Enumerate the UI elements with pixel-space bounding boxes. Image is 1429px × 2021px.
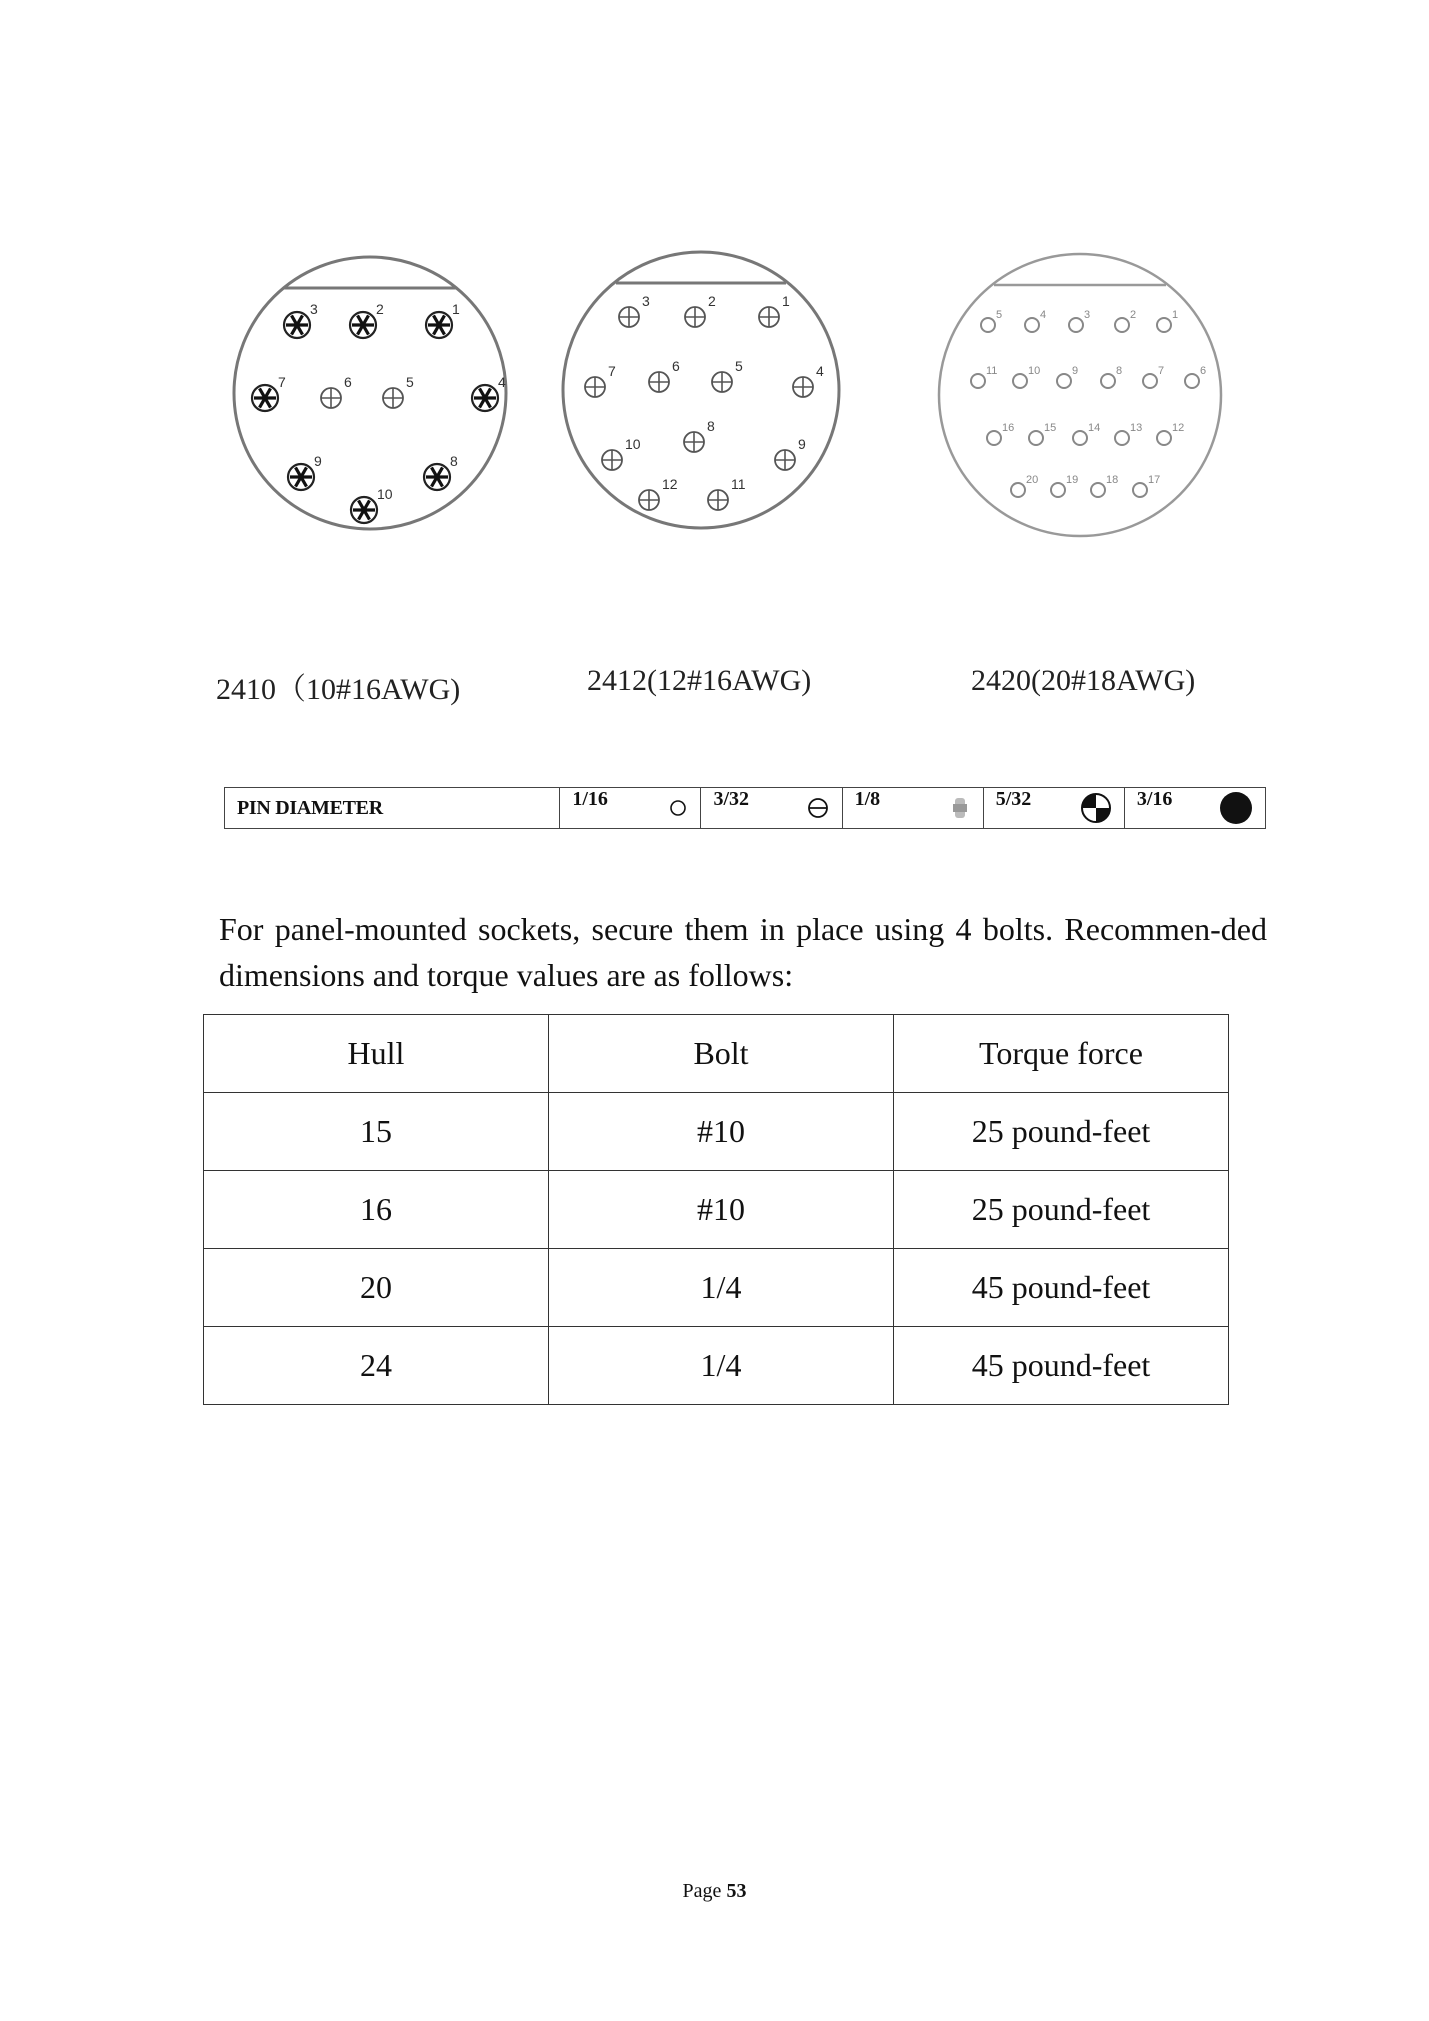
connector-pin	[987, 431, 1001, 445]
pin-number-label: 6	[1200, 365, 1207, 377]
hull-cell: 24	[204, 1327, 549, 1405]
pin-size-label: 1/16	[572, 788, 608, 810]
pin-size-label: 5/32	[995, 788, 1032, 810]
connector-pin	[585, 377, 605, 397]
pin-number-label: 5	[735, 358, 743, 374]
connector-outline	[939, 254, 1221, 536]
pin-number-label: 16	[1002, 422, 1015, 434]
connector-pin	[759, 307, 779, 327]
pin-number-label: 7	[1158, 365, 1165, 377]
pin-number-label: 3	[1084, 309, 1091, 321]
connector-pin	[684, 432, 704, 452]
page-label: Page	[682, 1880, 722, 1902]
connector-pin	[288, 464, 314, 490]
hull-cell: 15	[204, 1093, 549, 1171]
pin-number-label: 18	[1106, 474, 1119, 486]
connector-pin	[1115, 431, 1129, 445]
table-row	[204, 1093, 1229, 1171]
quarter-filled-circle-icon	[1080, 788, 1112, 828]
connector-pin	[1091, 483, 1105, 497]
connector-diagram-2420	[932, 245, 1232, 550]
pin-number-label: 4	[498, 374, 506, 390]
connector-pin	[1101, 374, 1115, 388]
pin-number-label: 5	[406, 374, 414, 390]
pin-number-label: 2	[708, 293, 716, 309]
pin-number-label: 10	[1028, 365, 1041, 377]
pin-number-label: 4	[816, 363, 824, 379]
torque-cell: 45 pound-feet	[894, 1327, 1229, 1405]
pin-number-label: 12	[1172, 422, 1185, 434]
pin-number-label: 2	[1130, 309, 1137, 321]
table-row	[204, 1171, 1229, 1249]
connector-diagram-2412	[557, 242, 847, 542]
connector-pin	[619, 307, 639, 327]
connector-pin	[1029, 431, 1043, 445]
connector-pin	[708, 490, 728, 510]
connector-pin	[775, 450, 795, 470]
pin-number-label: 3	[310, 301, 318, 317]
connector-pin	[602, 450, 622, 470]
hull-cell: 16	[204, 1171, 549, 1249]
pin-number-label: 17	[1148, 474, 1161, 486]
pin-number-label: 11	[731, 476, 746, 492]
pin-size-5-32	[983, 788, 1124, 829]
connector-pin	[1057, 374, 1071, 388]
table-row	[204, 1249, 1229, 1327]
connector-pin	[1073, 431, 1087, 445]
pin-number-label: 7	[278, 374, 286, 390]
pin-number-label: 1	[452, 301, 460, 317]
connector-pin	[321, 388, 341, 408]
connector-pin	[1185, 374, 1199, 388]
connector-pin	[383, 388, 403, 408]
connector-pin	[1025, 318, 1039, 332]
connector-caption-2412: 2412(12#16AWG)	[587, 664, 812, 697]
connector-pin	[1013, 374, 1027, 388]
pin-number-label: 8	[707, 418, 715, 434]
table-header-row	[204, 1015, 1229, 1093]
connector-pin	[252, 385, 278, 411]
pin-number-label: 20	[1026, 474, 1039, 486]
hull-cell: 20	[204, 1249, 549, 1327]
pin-number-label: 8	[450, 453, 458, 469]
connector-pin	[1115, 318, 1129, 332]
connector-pin	[649, 372, 669, 392]
pin-number-label: 9	[314, 453, 322, 469]
pin-number-label: 7	[608, 363, 616, 379]
bolt-torque-table	[203, 1014, 1229, 1405]
bolt-cell: #10	[549, 1171, 894, 1249]
pin-number-label: 2	[376, 301, 384, 317]
connector-pin	[685, 307, 705, 327]
pin-number-label: 6	[672, 358, 680, 374]
shaded-pin-icon	[949, 788, 971, 828]
pin-number-label: 1	[782, 293, 790, 309]
pin-number-label: 15	[1044, 422, 1057, 434]
pin-number-label: 4	[1040, 309, 1047, 321]
connector-pin	[1069, 318, 1083, 332]
connector-pin	[1157, 318, 1171, 332]
connector-pin	[472, 385, 498, 411]
pin-number-label: 14	[1088, 422, 1101, 434]
bolt-cell: #10	[549, 1093, 894, 1171]
table-row	[204, 1327, 1229, 1405]
pin-size-3-16	[1124, 788, 1265, 829]
torque-cell: 25 pound-feet	[894, 1093, 1229, 1171]
pin-size-1-16	[560, 788, 701, 829]
column-header-torque: Torque force	[894, 1015, 1229, 1093]
pin-number-label: 10	[377, 486, 393, 502]
connector-pin	[350, 312, 376, 338]
bolt-cell: 1/4	[549, 1249, 894, 1327]
pin-number-label: 1	[1172, 309, 1179, 321]
page-number: 53	[726, 1880, 747, 1902]
pin-number-label: 13	[1130, 422, 1143, 434]
pin-size-3-32	[701, 788, 842, 829]
connector-pin	[1011, 483, 1025, 497]
pin-diameter-header: PIN DIAMETER	[225, 788, 560, 829]
torque-cell: 25 pound-feet	[894, 1171, 1229, 1249]
connector-pin	[284, 312, 310, 338]
filled-circle-icon	[1219, 788, 1253, 828]
connector-pin	[639, 490, 659, 510]
connector-pin	[793, 377, 813, 397]
body-paragraph: For panel-mounted sockets, secure them in place using 4 bolts. Recommen-ded dimensions and torque values are as follows:	[219, 911, 1267, 993]
connector-pin	[1157, 431, 1171, 445]
connector-pin	[426, 312, 452, 338]
circle-minus-icon	[806, 788, 830, 828]
pin-number-label: 9	[1072, 365, 1079, 377]
pin-number-label: 9	[798, 436, 806, 452]
pin-number-label: 6	[344, 374, 352, 390]
pin-number-label: 12	[662, 476, 678, 492]
connector-caption-2420: 2420(20#18AWG)	[971, 664, 1196, 697]
pin-number-label: 19	[1066, 474, 1079, 486]
connector-caption-2410: 2410（10#16AWG)	[216, 673, 461, 706]
pin-size-1-8	[842, 788, 983, 829]
connector-pin	[1051, 483, 1065, 497]
connector-pin	[981, 318, 995, 332]
page-footer	[0, 1880, 1429, 1903]
connector-pin	[424, 464, 450, 490]
pin-number-label: 8	[1116, 365, 1123, 377]
pin-number-label: 10	[625, 436, 641, 452]
bolt-cell: 1/4	[549, 1327, 894, 1405]
connector-pin	[351, 497, 377, 523]
connector-pin	[1133, 483, 1147, 497]
pin-size-label: 1/8	[854, 788, 881, 810]
torque-cell: 45 pound-feet	[894, 1249, 1229, 1327]
connector-pin	[712, 372, 732, 392]
open-circle-icon	[668, 788, 688, 828]
pin-size-label: 3/32	[713, 788, 749, 810]
column-header-bolt: Bolt	[549, 1015, 894, 1093]
pin-number-label: 5	[996, 309, 1003, 321]
pin-number-label: 3	[642, 293, 650, 309]
connector-diagram-2410	[225, 245, 515, 545]
connector-pin	[1143, 374, 1157, 388]
pin-size-label: 3/16	[1136, 788, 1173, 810]
column-header-hull: Hull	[204, 1015, 549, 1093]
pin-diameter-legend	[224, 787, 1266, 829]
pin-number-label: 11	[986, 365, 998, 377]
connector-pin	[971, 374, 985, 388]
